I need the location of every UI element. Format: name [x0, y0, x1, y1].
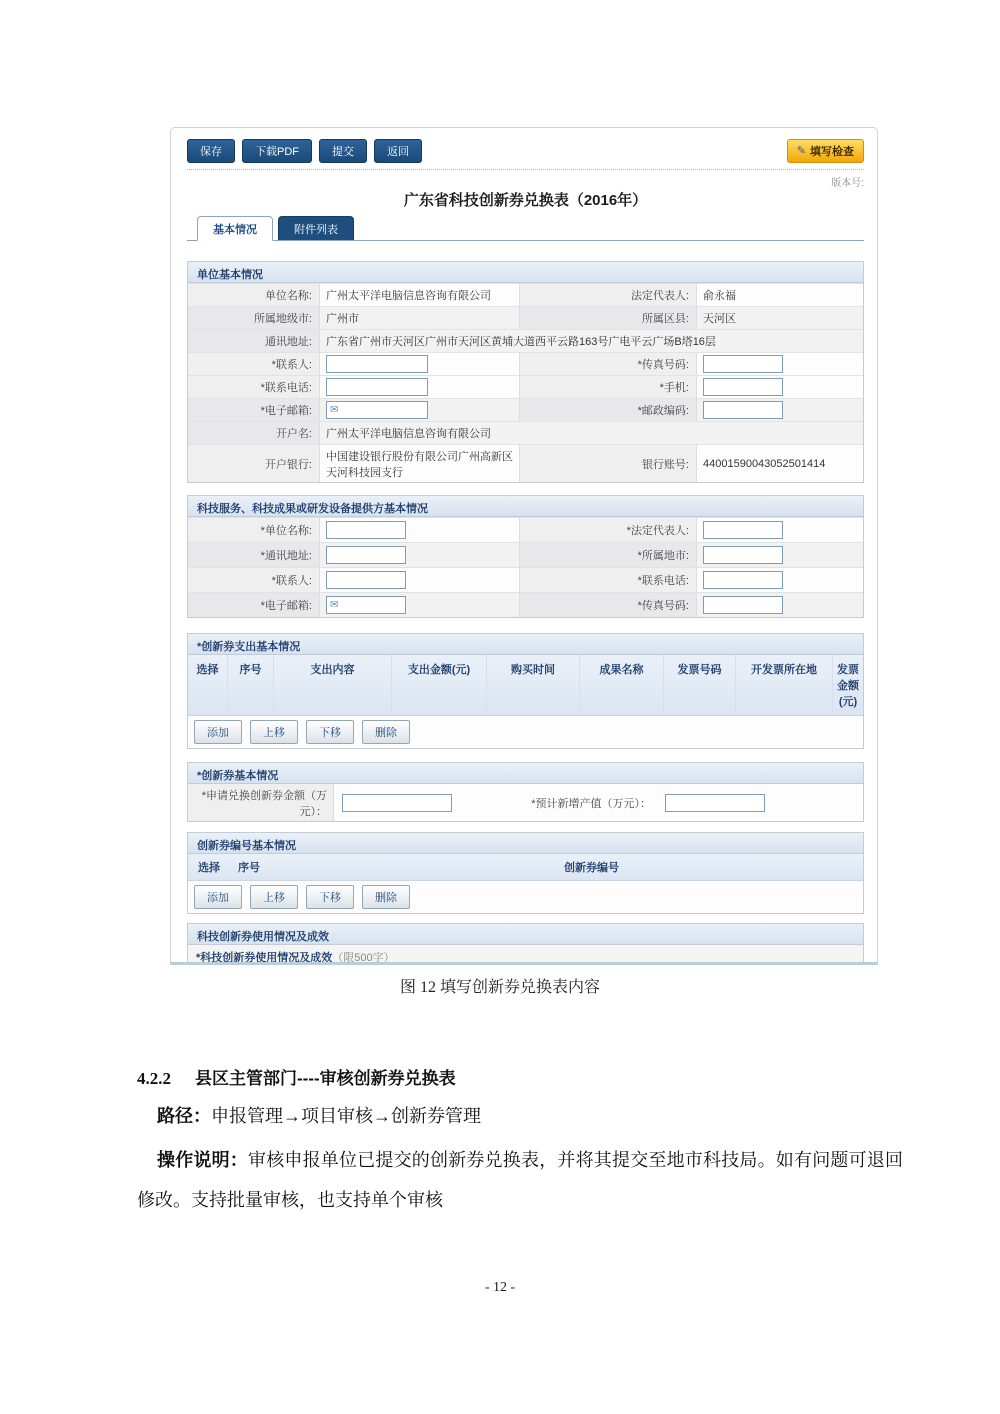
- field-label: *手机:: [520, 376, 697, 398]
- col-header: 成果名称: [580, 655, 664, 715]
- field-value: 俞永福: [703, 290, 736, 302]
- table-row: [188, 329, 863, 352]
- field-label: *传真号码:: [520, 593, 697, 617]
- path-paragraph: [157, 1102, 481, 1128]
- add-button[interactable]: 添加: [194, 720, 242, 744]
- form-screenshot: [170, 127, 878, 965]
- field-label: *联系人:: [188, 568, 320, 592]
- edit-check-icon: ✎: [796, 145, 806, 157]
- contact-person-input[interactable]: [326, 355, 428, 373]
- provider-legal-rep-input[interactable]: [703, 521, 783, 539]
- tab-basic-info[interactable]: 基本情况: [197, 216, 273, 241]
- field-hint: （限500字）: [332, 952, 395, 964]
- expense-table-header: [188, 655, 863, 716]
- field-label: 所属地级市:: [188, 307, 320, 329]
- field-input-cell: [657, 794, 863, 812]
- field-label: *邮政编码:: [520, 399, 697, 421]
- field-label: *电子邮箱:: [188, 399, 320, 421]
- voucher-number-button-row: [188, 881, 863, 913]
- heading-number: 4.2.2: [137, 1069, 171, 1088]
- col-header: 创新券编号: [564, 862, 619, 874]
- section-title: 科技服务、科技成果或研发设备提供方基本情况: [188, 496, 863, 517]
- table-row: [188, 306, 863, 329]
- table-row: [188, 567, 863, 592]
- field-label: *联系人:: [188, 353, 320, 375]
- provider-address-input[interactable]: [326, 546, 406, 564]
- operation-paragraph: [137, 1140, 903, 1220]
- fill-check-label: 填写检查: [810, 145, 854, 158]
- move-down-button[interactable]: 下移: [306, 720, 354, 744]
- fax-input[interactable]: [703, 355, 783, 373]
- table-row: [188, 542, 863, 567]
- voucher-number-header: [188, 854, 863, 881]
- field-label: 银行账号:: [520, 445, 697, 482]
- field-label: 通讯地址:: [188, 330, 320, 352]
- field-value: 广州太平洋电脑信息咨询有限公司: [326, 428, 491, 440]
- fill-check-button[interactable]: [787, 139, 864, 163]
- field-input-cell: [320, 518, 520, 542]
- provider-city-input[interactable]: [703, 546, 783, 564]
- mail-icon: ✉: [330, 404, 339, 416]
- heading-text: 县区主管部门----审核创新券兑换表: [195, 1069, 456, 1088]
- field-input-cell: [320, 353, 520, 375]
- field-label: *单位名称:: [188, 518, 320, 542]
- form-title: 广东省科技创新券兑换表（2016年）: [403, 192, 648, 209]
- voucher-row: [188, 784, 863, 821]
- path-label: 路径：: [157, 1106, 211, 1126]
- back-button[interactable]: 返回: [374, 139, 422, 163]
- field-label: 法定代表人:: [520, 284, 697, 306]
- field-label: 单位名称:: [188, 284, 320, 306]
- provider-phone-input[interactable]: [703, 571, 783, 589]
- col-header: 序号: [238, 862, 260, 874]
- field-value: 44001590043052501414: [703, 457, 826, 470]
- field-value: 中国建设银行股份有限公司广州高新区天河科技园支行: [320, 445, 520, 482]
- section-usage: [187, 923, 864, 965]
- section-title: *创新券支出基本情况: [188, 634, 863, 655]
- field-input-cell: [697, 376, 865, 398]
- table-row: [188, 375, 863, 398]
- add-button[interactable]: 添加: [194, 885, 242, 909]
- field-label: *科技创新券使用情况及成效: [196, 952, 333, 964]
- move-up-button[interactable]: 上移: [250, 720, 298, 744]
- field-label: *通讯地址:: [188, 543, 320, 567]
- field-label: 开户银行:: [188, 445, 320, 482]
- dotted-divider: [187, 169, 864, 170]
- section-heading: [137, 1064, 456, 1089]
- field-input-cell: [697, 593, 865, 617]
- field-label: *联系电话:: [188, 376, 320, 398]
- table-row: [188, 517, 863, 542]
- field-input-cell: [697, 399, 865, 421]
- tab-bar: [187, 217, 864, 241]
- field-label: *联系电话:: [520, 568, 697, 592]
- delete-button[interactable]: 删除: [362, 720, 410, 744]
- section-provider-info: [187, 495, 864, 618]
- field-value: 广东省广州市天河区广州市天河区黄埔大道西平云路163号广电平云广场B塔16层: [326, 336, 716, 348]
- col-header: 发票号码: [664, 655, 736, 715]
- usage-label-row: [188, 945, 863, 965]
- provider-fax-input[interactable]: [703, 596, 783, 614]
- save-button[interactable]: 保存: [187, 139, 235, 163]
- field-input-cell: [697, 353, 865, 375]
- section-title: 科技创新券使用情况及成效: [188, 924, 863, 945]
- page-number: - 12 -: [484, 1280, 516, 1295]
- toolbar: [187, 140, 864, 161]
- field-input-cell: [334, 794, 460, 812]
- field-input-cell: [697, 518, 865, 542]
- field-input-cell: [320, 543, 520, 567]
- table-row: [188, 421, 863, 444]
- field-input-cell: [320, 376, 520, 398]
- submit-button[interactable]: 提交: [319, 139, 367, 163]
- field-label: 所属区县:: [520, 307, 697, 329]
- table-row: [188, 283, 863, 306]
- field-input-cell: [697, 568, 865, 592]
- phone-input[interactable]: [326, 378, 428, 396]
- figure-caption: 图 12 填写创新券兑换表内容: [399, 979, 600, 996]
- expense-button-row: [188, 716, 863, 748]
- email-input[interactable]: [326, 401, 428, 419]
- section-voucher: [187, 762, 864, 822]
- delete-button[interactable]: 删除: [362, 885, 410, 909]
- expected-output-input[interactable]: [665, 794, 765, 812]
- col-header: 选择: [198, 862, 220, 874]
- col-header: 开发票所在地: [736, 655, 833, 715]
- section-expense: [187, 633, 864, 749]
- table-row: [188, 592, 863, 617]
- tab-attachment-list[interactable]: 附件列表: [278, 216, 354, 240]
- field-input-cell: [697, 543, 865, 567]
- section-title: 单位基本情况: [188, 262, 863, 283]
- zipcode-input[interactable]: [703, 401, 783, 419]
- mail-icon: ✉: [330, 599, 339, 611]
- col-header: 选择: [188, 655, 228, 715]
- field-input-cell: [320, 568, 520, 592]
- section-voucher-number: [187, 832, 864, 914]
- table-row: [188, 444, 863, 482]
- field-value: 广州市: [320, 307, 520, 329]
- provider-contact-input[interactable]: [326, 571, 406, 589]
- provider-name-input[interactable]: [326, 521, 406, 539]
- col-header: 购买时间: [487, 655, 580, 715]
- col-header: 支出内容: [274, 655, 392, 715]
- section-unit-info: [187, 261, 864, 483]
- provider-email-input[interactable]: [326, 596, 406, 614]
- field-label: *电子邮箱:: [188, 593, 320, 617]
- mobile-input[interactable]: [703, 378, 783, 396]
- voucher-amount-input[interactable]: [342, 794, 452, 812]
- field-input-cell: [320, 399, 520, 421]
- section-title: *创新券基本情况: [188, 763, 863, 784]
- field-value: 天河区: [703, 313, 736, 325]
- col-header: 发票金额(元): [837, 664, 859, 708]
- move-down-button[interactable]: 下移: [306, 885, 354, 909]
- field-label: *法定代表人:: [520, 518, 697, 542]
- path-text: 申报管理→项目审核→创新券管理: [211, 1106, 481, 1126]
- field-label: *申请兑换创新券金额（万元）：: [188, 784, 334, 821]
- field-label: *预计新增产值（万元）：: [531, 797, 651, 810]
- download-pdf-button[interactable]: 下载PDF: [242, 139, 312, 163]
- move-up-button[interactable]: 上移: [250, 885, 298, 909]
- field-label: 开户名:: [188, 422, 320, 444]
- operation-label: 操作说明：: [157, 1150, 248, 1170]
- section-title: 创新券编号基本情况: [188, 833, 863, 854]
- table-row: [188, 398, 863, 421]
- col-header: 序号: [228, 655, 274, 715]
- version-label: 版本号:: [831, 178, 864, 189]
- field-value: 广州太平洋电脑信息咨询有限公司: [320, 284, 520, 306]
- field-input-cell: [320, 593, 520, 617]
- operation-text: 审核申报单位已提交的创新券兑换表，并将其提交至地市科技局。如有问题可退回修改。支持批量审核，也支持单个审核: [137, 1150, 903, 1210]
- field-label: *所属地市:: [520, 543, 697, 567]
- field-label: *传真号码:: [520, 353, 697, 375]
- col-header: 支出金额(元): [392, 655, 487, 715]
- table-row: [188, 352, 863, 375]
